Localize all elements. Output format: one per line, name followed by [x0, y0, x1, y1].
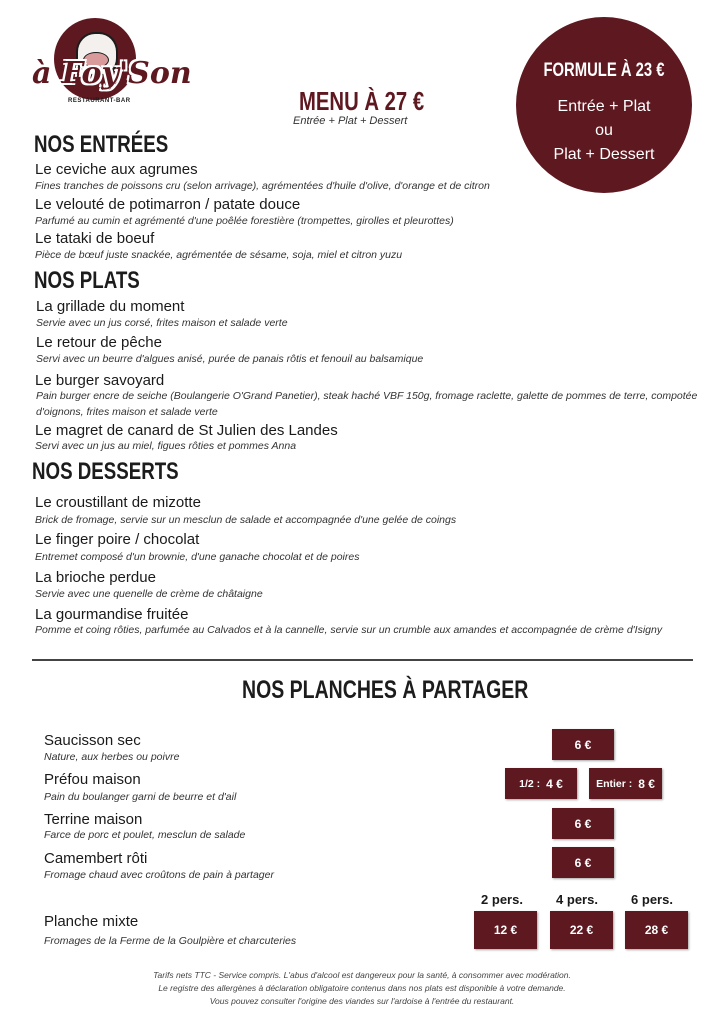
price-value: 8 €	[638, 776, 655, 791]
dish-description: Servie avec un jus corsé, frites maison et salade verte	[36, 317, 288, 329]
dish-description: Brick de fromage, servie sur un mesclun de salade et accompagnée d'une gelée de coings	[35, 514, 457, 526]
planche-name: Camembert rôti	[44, 850, 148, 867]
logo-name: à Foy'Son	[32, 56, 192, 91]
dish-name: La gourmandise fruitée	[35, 606, 189, 623]
menu-subtitle: Entrée + Plat + Dessert	[293, 115, 408, 127]
section-title-desserts: NOS DESSERTS	[32, 458, 179, 485]
price-value: 6 €	[574, 816, 592, 831]
dish-description: Servie avec une quenelle de crème de châtaigne	[35, 588, 263, 600]
price-tag-2-pers	[474, 911, 537, 949]
dish-name: Le retour de pêche	[36, 334, 162, 351]
dish-description: Pain burger encre de seiche (Boulangerie O'Grand Panetier), steak haché VBF 150g, fromage raclette, galette de pommes de terre, compotée d'oignons, frites maison et salade verte	[36, 390, 698, 418]
price-value: 12 €	[493, 923, 518, 937]
dish-description: Entremet composé d'un brownie, d'une ganache chocolat et de poires	[35, 551, 360, 563]
planche-name: Planche mixte	[44, 913, 139, 930]
dish-description: Servi avec un beurre d'algues anisé, purée de panais rôtis et fenouil au balsamique	[36, 353, 424, 365]
footer-origin-line: Vous pouvez consulter l'origine des viandes sur l'ardoise à l'entrée du restaurant.	[209, 996, 515, 1006]
menu-title: MENU À 27 €	[299, 86, 425, 116]
planche-name: Préfou maison	[44, 771, 141, 788]
dish-name: La brioche perdue	[35, 569, 156, 586]
price-label: 1/2 :	[519, 777, 541, 790]
formule-title: FORMULE À 23 €	[543, 60, 665, 81]
price-tag-full	[589, 768, 662, 799]
planche-description: Pain du boulanger garni de beurre et d'ail	[44, 791, 237, 803]
dish-description: Parfumé au cumin et agrémenté d'une poêlée forestière (trompettes, girolles et pleurottes)	[35, 215, 454, 227]
price-tag-4-pers	[550, 911, 613, 949]
price-value: 6 €	[574, 737, 592, 752]
dish-description: Pièce de bœuf juste snackée, agrémentée de sésame, soja, miel et citron yuzu	[35, 249, 403, 261]
planche-name: Saucisson sec	[44, 732, 141, 749]
dish-name: Le finger poire / chocolat	[35, 531, 200, 548]
section-divider	[32, 659, 693, 661]
section-title-plats: NOS PLATS	[34, 267, 140, 294]
section-title-planches: NOS PLANCHES À PARTAGER	[242, 676, 529, 704]
price-label: Entier :	[596, 777, 633, 790]
dish-description: Pomme et coing rôties, parfumée au Calvados et à la cannelle, servie sur un crumble aux amandes et accompagnée de crème d'Isigny	[35, 624, 663, 636]
size-label: 6 pers.	[631, 892, 673, 907]
section-title-entrees: NOS ENTRÉES	[34, 131, 169, 158]
dish-name: Le velouté de potimarron / patate douce	[35, 196, 301, 213]
price-value: 4 €	[546, 776, 563, 791]
price-value: 22 €	[569, 923, 594, 937]
price-value: 28 €	[644, 923, 669, 937]
dish-name: Le ceviche aux agrumes	[35, 161, 198, 178]
dish-name: Le croustillant de mizotte	[35, 494, 201, 511]
planche-description: Farce de porc et poulet, mesclun de salade	[44, 829, 246, 841]
price-tag-6-pers	[625, 911, 688, 949]
planche-description: Fromage chaud avec croûtons de pain à partager	[44, 869, 274, 881]
dish-description: Fines tranches de poissons cru (selon arrivage), agrémentées d'huile d'olive, d'orange et de citron	[35, 180, 490, 192]
size-label: 4 pers.	[556, 892, 598, 907]
footer-legal-line: Tarifs nets TTC - Service compris. L'abus d'alcool est dangereux pour la santé, à consommer avec modération.	[153, 970, 571, 980]
footer-allergens-line: Le registre des allergènes à déclaration obligatoire contenus dans nos plats est disponible à votre demande.	[158, 983, 566, 993]
formule-line-2: ou	[595, 122, 613, 139]
dish-name: Le magret de canard de St Julien des Landes	[35, 422, 338, 439]
price-value: 6 €	[574, 855, 592, 870]
price-tag-half	[505, 768, 577, 799]
price-tag	[552, 847, 614, 878]
dish-name: Le tataki de boeuf	[35, 230, 155, 247]
planche-description: Nature, aux herbes ou poivre	[44, 751, 180, 763]
logo-subtitle: RESTAURANT-BAR	[68, 98, 131, 104]
planche-description: Fromages de la Ferme de la Goulpière et charcuteries	[44, 935, 297, 947]
formule-line-3: Plat + Dessert	[553, 146, 655, 163]
planche-name: Terrine maison	[44, 811, 143, 828]
size-label: 2 pers.	[481, 892, 523, 907]
formule-badge	[516, 17, 692, 193]
formule-line-1: Entrée + Plat	[557, 98, 651, 115]
dish-name: La grillade du moment	[36, 298, 185, 315]
dish-name: Le burger savoyard	[35, 372, 165, 389]
price-tag	[552, 808, 614, 839]
dish-description: Servi avec un jus au miel, figues rôties et pommes Anna	[35, 440, 297, 452]
restaurant-logo	[28, 18, 192, 114]
price-tag	[552, 729, 614, 760]
